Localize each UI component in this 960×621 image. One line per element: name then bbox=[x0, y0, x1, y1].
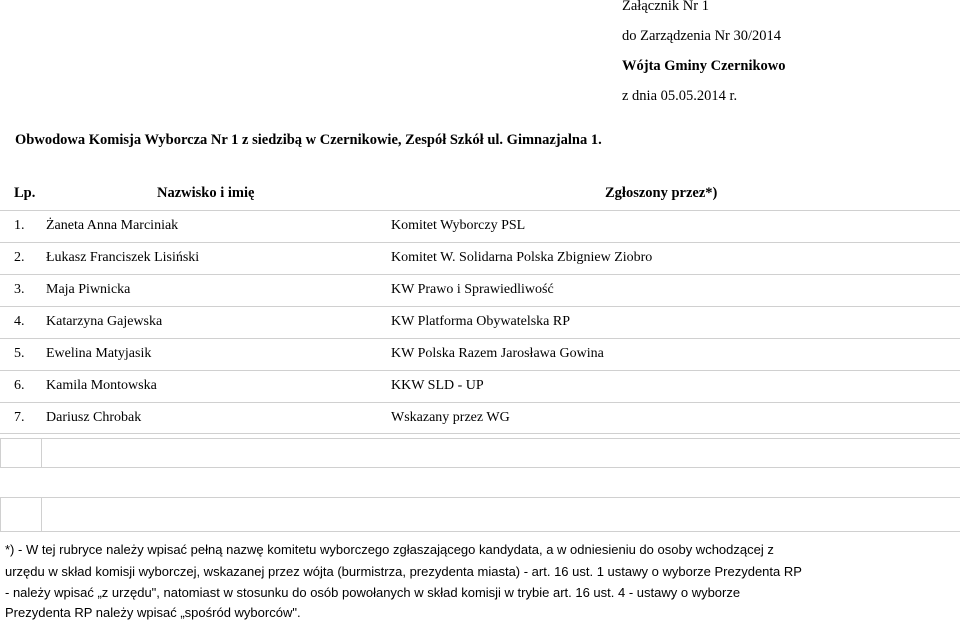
row-committee: KW Polska Razem Jarosława Gowina bbox=[391, 346, 604, 361]
table-row bbox=[0, 338, 960, 370]
table-row bbox=[0, 306, 960, 338]
members-table bbox=[0, 178, 960, 434]
row-number: 6. bbox=[14, 378, 25, 393]
header-name: Nazwisko i imię bbox=[157, 185, 255, 201]
table-row bbox=[0, 402, 960, 434]
row-name: Żaneta Anna Marciniak bbox=[46, 218, 179, 233]
table-row bbox=[0, 242, 960, 274]
row-committee: KW Prawo i Sprawiedliwość bbox=[391, 282, 554, 297]
row-committee: Wskazany przez WG bbox=[391, 410, 510, 425]
row-committee: Komitet W. Solidarna Polska Zbigniew Ziobro bbox=[391, 250, 653, 265]
empty-row bbox=[0, 438, 960, 468]
row-name: Łukasz Franciszek Lisiński bbox=[46, 250, 200, 265]
table-header bbox=[0, 178, 960, 210]
row-name: Katarzyna Gajewska bbox=[46, 314, 163, 329]
date-label: z dnia 05.05.2014 r. bbox=[622, 88, 738, 104]
row-number: 3. bbox=[14, 282, 25, 297]
footnote-line: - należy wpisać „z urzędu", natomiast w stosunku do osób powołanych w skład komisji w trybie art. 16 ust. 4 - ustawy o wyborze bbox=[5, 585, 741, 600]
row-number: 2. bbox=[14, 250, 25, 265]
table-row bbox=[0, 274, 960, 306]
header-lp: Lp. bbox=[14, 185, 36, 201]
row-committee: Komitet Wyborczy PSL bbox=[391, 218, 526, 233]
row-number: 5. bbox=[14, 346, 25, 361]
row-name: Kamila Montowska bbox=[46, 378, 157, 393]
table-row bbox=[0, 210, 960, 242]
table-row bbox=[0, 370, 960, 402]
row-number: 1. bbox=[14, 218, 25, 233]
row-committee: KW Platforma Obywatelska RP bbox=[391, 314, 570, 329]
header-committee: Zgłoszony przez*) bbox=[605, 185, 718, 201]
annex-label: Załącznik Nr 1 bbox=[622, 0, 709, 14]
row-number: 7. bbox=[14, 410, 25, 425]
footnote-line: Prezydenta RP należy wpisać „spośród wyborców". bbox=[5, 605, 301, 620]
row-name: Maja Piwnicka bbox=[46, 282, 131, 297]
row-name: Ewelina Matyjasik bbox=[46, 346, 152, 361]
ordinance-label: do Zarządzenia Nr 30/2014 bbox=[622, 28, 782, 44]
row-committee: KKW SLD - UP bbox=[391, 378, 484, 393]
footnote-line: *) - W tej rubryce należy wpisać pełną nazwę komitetu wyborczego zgłaszającego kandydata, a w odniesieniu do osoby wchodzącej z bbox=[5, 542, 774, 557]
row-number: 4. bbox=[14, 314, 25, 329]
page-title: Obwodowa Komisja Wyborcza Nr 1 z siedzibą w Czernikowie, Zespół Szkół ul. Gimnazjalna 1. bbox=[15, 132, 602, 148]
issuer-label: Wójta Gminy Czernikowo bbox=[622, 58, 786, 74]
footnote-line: urzędu w skład komisji wyborczej, wskazanej przez wójta (burmistrza, prezydenta miasta) - art. 16 ust. 1 ustawy o wyborze Prezydenta RP bbox=[5, 564, 802, 579]
row-name: Dariusz Chrobak bbox=[46, 410, 142, 425]
empty-row bbox=[0, 497, 960, 532]
